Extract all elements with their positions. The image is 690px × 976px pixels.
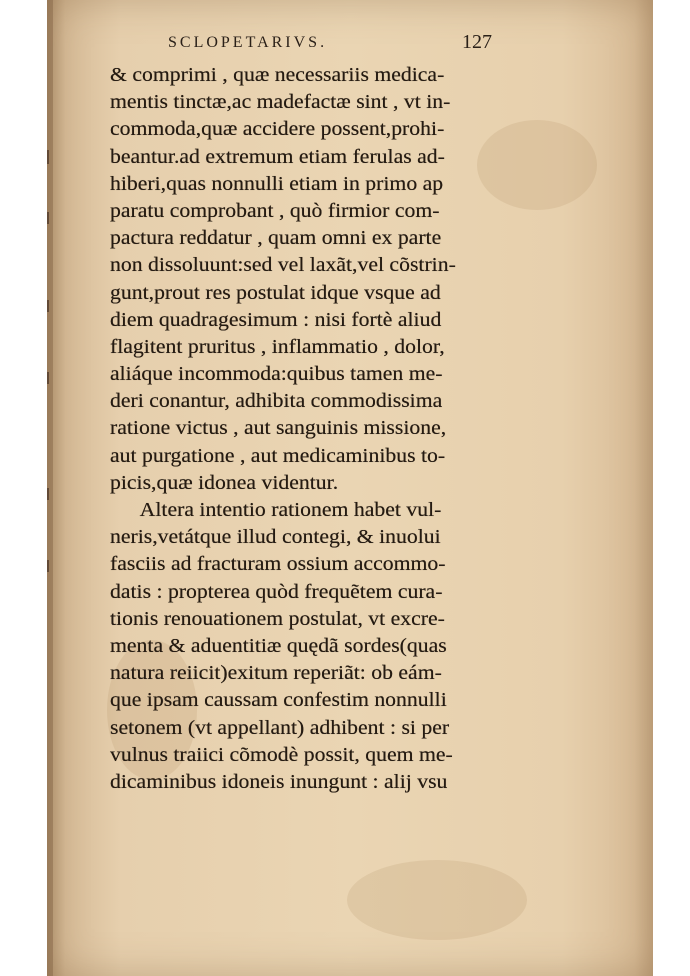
text-line: commoda,quæ accidere possent,prohi- xyxy=(110,118,445,141)
text-line: diem quadragesimum : nisi fortè aliud xyxy=(110,308,442,331)
text-line: fasciis ad fracturam ossium accommo- xyxy=(110,553,446,576)
text-line: que ipsam caussam confestim nonnulli xyxy=(110,689,447,712)
text-line: vulnus traiici cõmodè possit, quem me- xyxy=(110,743,453,766)
text-line: datis : propterea quòd frequẽtem cura- xyxy=(110,580,443,603)
paragraph-1 xyxy=(110,62,510,497)
text-line: paratu comprobant , quò firmior com- xyxy=(110,199,440,222)
text-line: & comprimi , quæ necessariis medica- xyxy=(110,64,445,86)
text-line: tionis renouationem postulat, vt excre- xyxy=(110,607,445,630)
text-line: flagitent pruritus , inflammatio , dolor, xyxy=(110,335,445,358)
text-line: non dissoluunt:sed vel laxãt,vel cõstrin- xyxy=(110,254,456,277)
paragraph-2 xyxy=(110,497,510,796)
text-line: setonem (vt appellant) adhibent : si per xyxy=(110,716,450,739)
text-line: aliáque incommoda:quibus tamen me- xyxy=(110,363,443,386)
body-text xyxy=(110,62,510,796)
text-line: pactura reddatur , quam omni ex parte xyxy=(110,227,442,250)
text-line: mentis tinctæ,ac madefactæ sint , vt in- xyxy=(110,91,451,114)
text-line: hiberi,quas nonnulli etiam in primo ap xyxy=(110,172,444,195)
text-line: dicaminibus idoneis inungunt : alij vsu xyxy=(110,770,448,793)
text-line: menta & aduentitiæ quędã sordes(quas xyxy=(110,634,447,657)
text-line: deri conantur, adhibita commodissima xyxy=(110,390,443,413)
text-line: Altera intentio rationem habet vul- xyxy=(139,499,442,521)
margin-mark xyxy=(47,212,49,224)
margin-mark xyxy=(47,300,49,312)
text-line: natura reiicit)exitum reperiãt: ob eám- xyxy=(110,662,442,685)
margin-mark xyxy=(47,488,49,500)
text-line: aut purgatione , aut medicaminibus to- xyxy=(110,444,446,467)
paper-stain xyxy=(347,860,527,940)
text-line: beantur.ad extremum etiam ferulas ad- xyxy=(110,145,445,168)
text-line: neris,vetátque illud contegi, & inuolui xyxy=(110,526,441,549)
text-line: gunt,prout res postulat idque vsque ad xyxy=(110,281,441,304)
margin-mark xyxy=(47,560,49,572)
page-number: 127 xyxy=(462,31,492,53)
text-line: picis,quæ idonea videntur. xyxy=(110,471,339,494)
text-line: ratione victus , aut sanguinis missione, xyxy=(110,417,447,440)
margin-mark xyxy=(47,372,49,384)
running-title: SCLOPETARIVS. xyxy=(168,34,328,51)
margin-mark xyxy=(47,150,49,164)
